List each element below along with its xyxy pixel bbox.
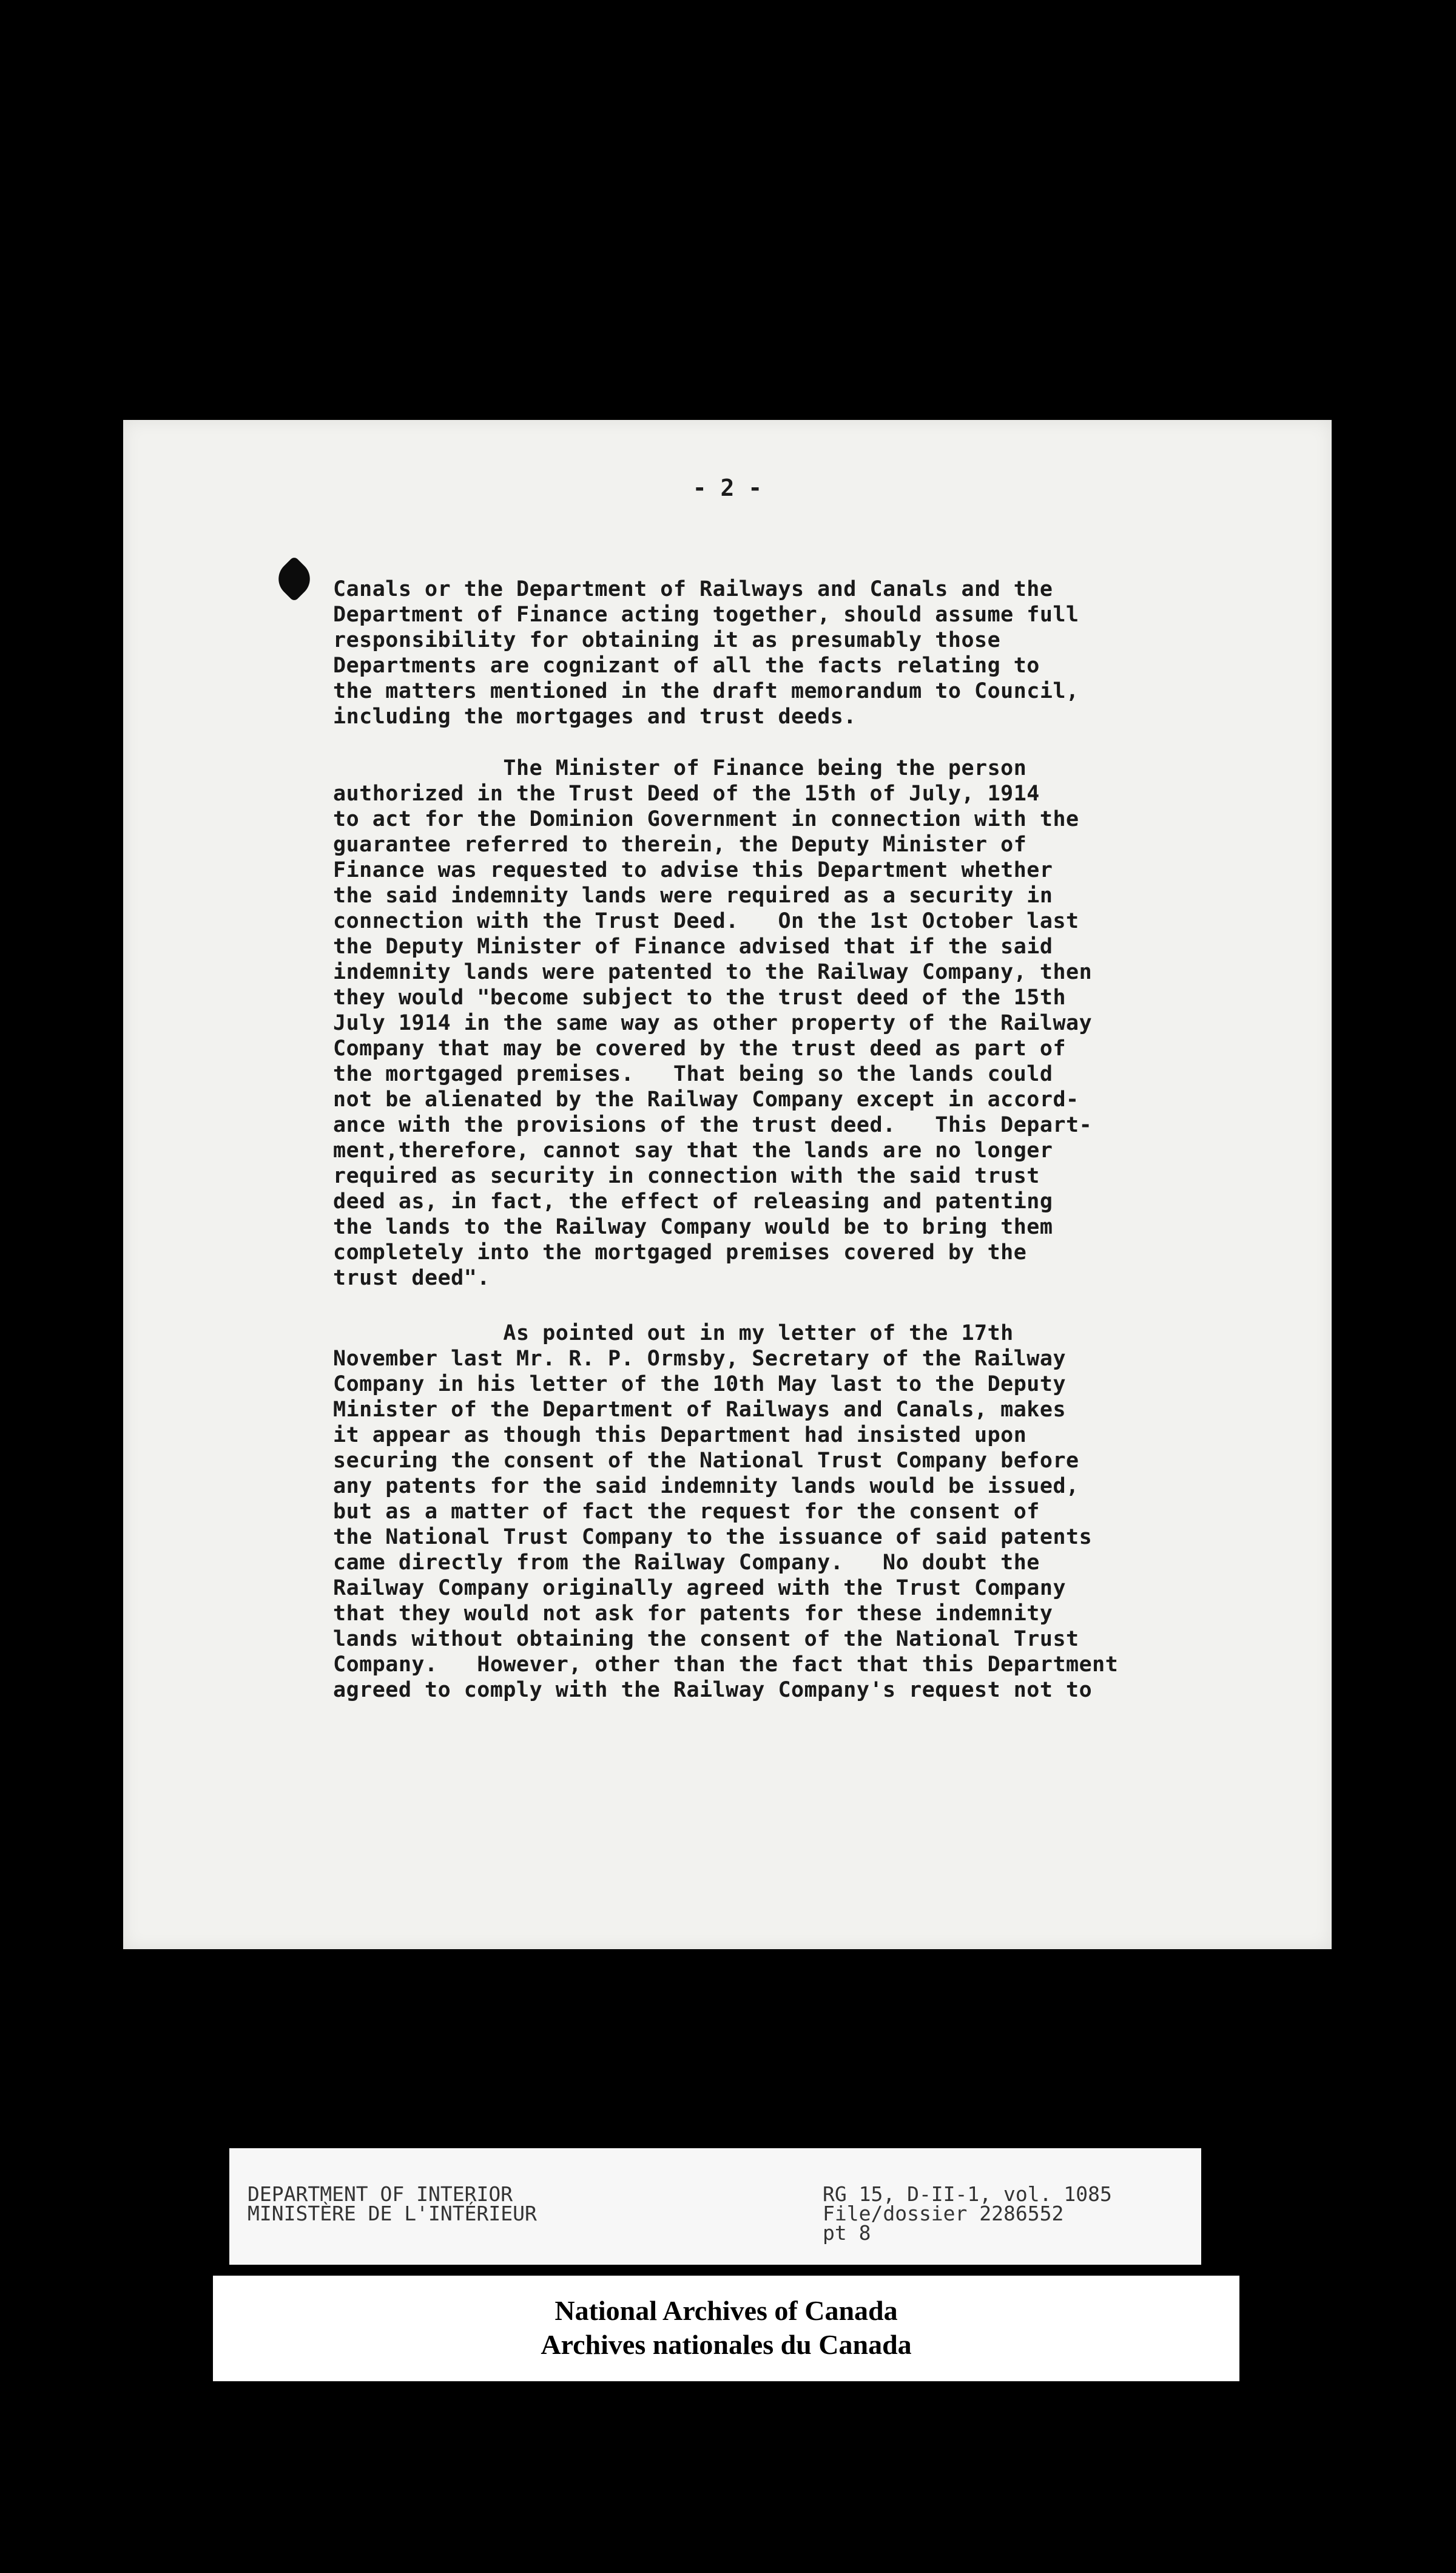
text-line: deed as, in fact, the effect of releasing and patenting	[333, 1189, 1053, 1214]
department-name-en: DEPARTMENT OF INTERIOR	[248, 2182, 513, 2206]
text-line: not be alienated by the Railway Company except in accord-	[333, 1087, 1079, 1112]
text-line: the Deputy Minister of Finance advised that if the said	[333, 935, 1053, 959]
text-line: including the mortgages and trust deeds.	[333, 705, 857, 729]
text-line: connection with the Trust Deed. On the 1st October last	[333, 909, 1079, 933]
text-line: the National Trust Company to the issuance of said patents	[333, 1525, 1093, 1549]
text-line: that they would not ask for patents for these indemnity	[333, 1601, 1053, 1626]
text-line: responsibility for obtaining it as presumably those	[333, 628, 1001, 652]
page-number: - 2 -	[692, 475, 763, 501]
text-line: Canals or the Department of Railways and Canals and the	[333, 577, 1053, 601]
text-line: indemnity lands were patented to the Railway Company, then	[333, 960, 1093, 984]
text-line: the mortgaged premises. That being so the lands could	[333, 1062, 1053, 1086]
text-line: Finance was requested to advise this Department whether	[333, 858, 1053, 882]
text-line: agreed to comply with the Railway Company's request not to	[333, 1678, 1093, 1702]
margin-mark	[271, 556, 317, 602]
text-line: completely into the mortgaged premises covered by the	[333, 1240, 1027, 1265]
text-line: authorized in the Trust Deed of the 15th of July, 1914	[333, 782, 1040, 806]
archive-reference-strip	[229, 2148, 1201, 2265]
paragraph-1	[333, 576, 1079, 729]
text-line: Minister of the Department of Railways and Canals, makes	[333, 1398, 1067, 1422]
text-line: July 1914 in the same way as other property of the Railway	[333, 1011, 1093, 1035]
paragraph-2	[333, 756, 1092, 1291]
text-line: November last Mr. R. P. Ormsby, Secretary of the Railway	[333, 1347, 1067, 1371]
record-group: RG 15, D-II-1, vol. 1085	[823, 2182, 1112, 2206]
text-line: came directly from the Railway Company. No doubt the	[333, 1550, 1040, 1575]
text-line: the said indemnity lands were required as a security in	[333, 884, 1053, 908]
text-line: but as a matter of fact the request for the consent of	[333, 1500, 1040, 1524]
text-line: lands without obtaining the consent of the National Trust	[333, 1627, 1079, 1651]
file-reference	[823, 2182, 1112, 2245]
text-line: Company. However, other than the fact that this Department	[333, 1652, 1119, 1677]
text-line: they would "become subject to the trust deed of the 15th	[333, 986, 1067, 1010]
department-name-fr: MINISTÈRE DE L'INTÉRIEUR	[248, 2202, 537, 2225]
text-line: trust deed".	[333, 1266, 490, 1290]
text-line: Railway Company originally agreed with the Trust Company	[333, 1576, 1067, 1600]
text-line: ance with the provisions of the trust deed. This Depart-	[333, 1113, 1093, 1137]
document-page	[123, 420, 1332, 1949]
part-number: pt 8	[823, 2221, 871, 2245]
text-line: Company in his letter of the 10th May last to the Deputy	[333, 1372, 1067, 1396]
archive-label	[213, 2276, 1239, 2381]
department-names	[248, 2182, 537, 2225]
archive-name-en: National Archives of Canada	[554, 2295, 898, 2326]
text-line: As pointed out in my letter of the 17th	[333, 1321, 1014, 1345]
text-line: Departments are cognizant of all the facts relating to	[333, 654, 1040, 678]
text-line: to act for the Dominion Government in connection with the	[333, 807, 1079, 831]
text-line: any patents for the said indemnity lands would be issued,	[333, 1474, 1079, 1498]
text-line: the matters mentioned in the draft memorandum to Council,	[333, 679, 1079, 703]
text-line: Company that may be covered by the trust deed as part of	[333, 1036, 1067, 1061]
text-line: ment,therefore, cannot say that the lands are no longer	[333, 1138, 1053, 1163]
file-number: File/dossier 2286552	[823, 2202, 1064, 2225]
archive-name-fr: Archives nationales du Canada	[541, 2329, 912, 2360]
paragraph-3	[333, 1320, 1118, 1703]
text-line: it appear as though this Department had insisted upon	[333, 1423, 1027, 1447]
text-line: the lands to the Railway Company would be to bring them	[333, 1215, 1053, 1239]
text-line: The Minister of Finance being the person	[333, 756, 1027, 780]
text-line: securing the consent of the National Trust Company before	[333, 1449, 1079, 1473]
text-line: required as security in connection with the said trust	[333, 1164, 1040, 1188]
text-line: Department of Finance acting together, should assume full	[333, 603, 1079, 627]
text-line: guarantee referred to therein, the Deputy Minister of	[333, 833, 1027, 857]
